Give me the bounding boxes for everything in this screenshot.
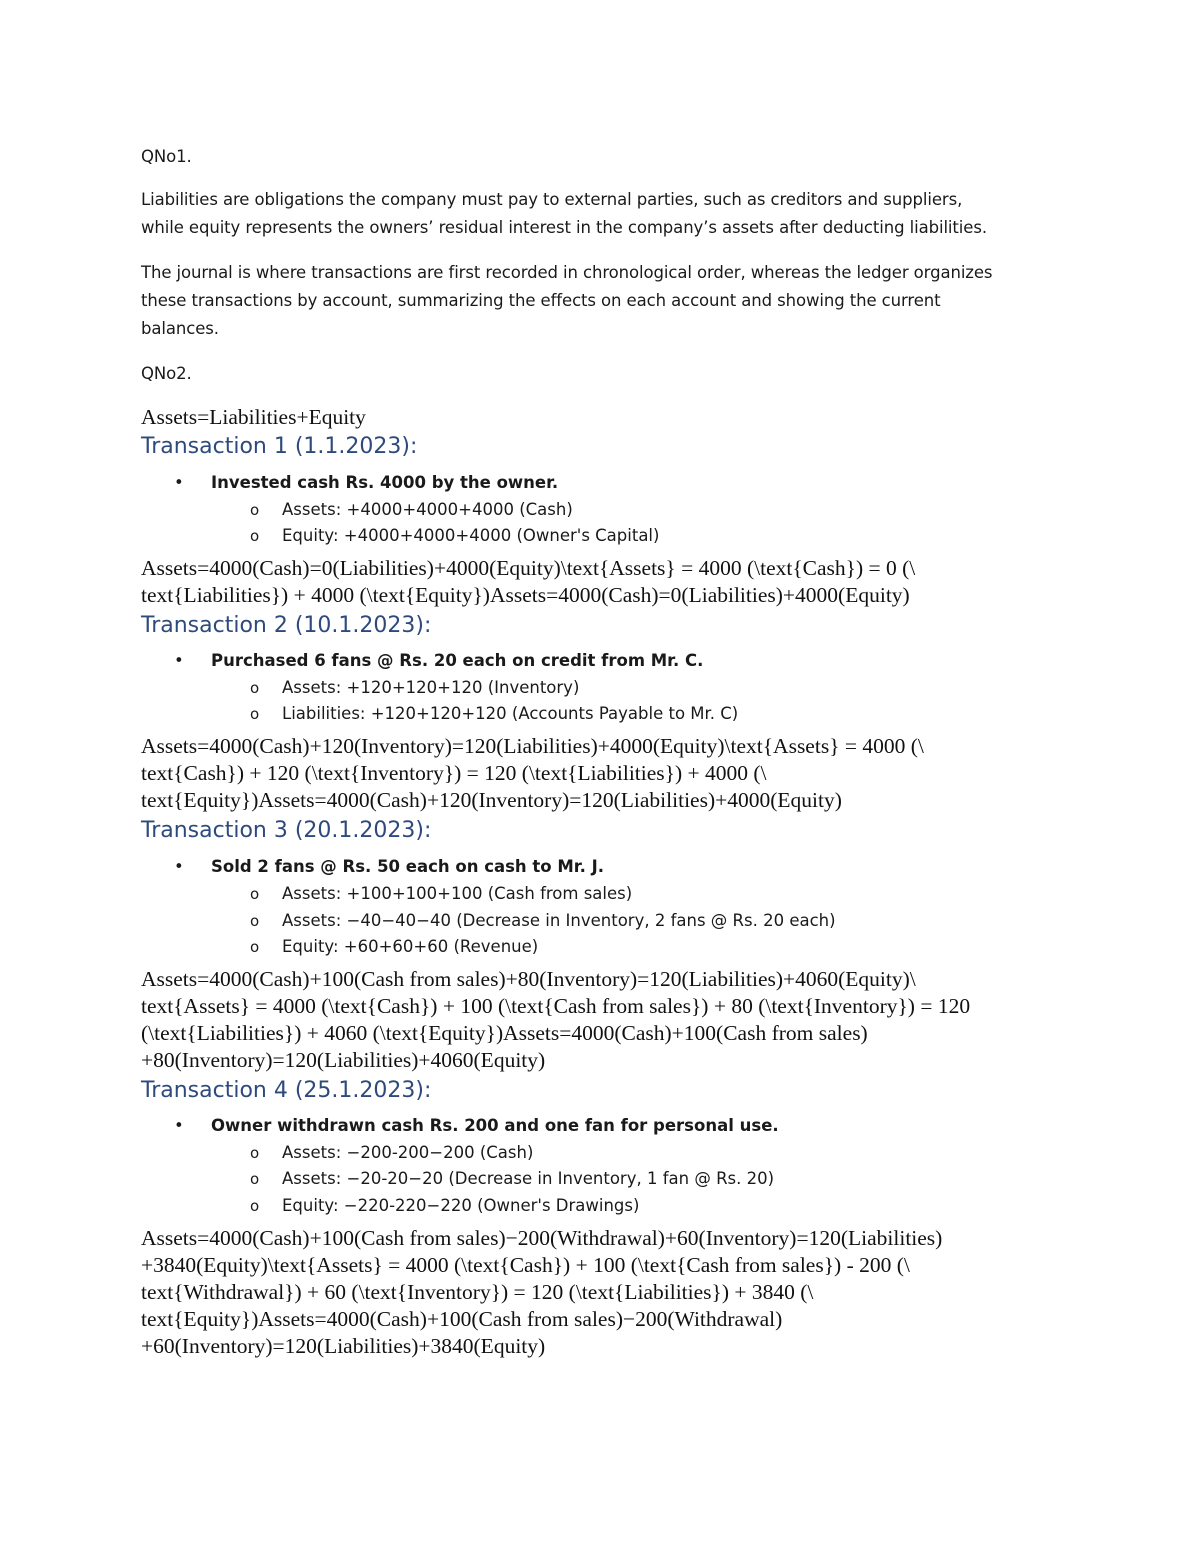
transaction-bullet: • Invested cash Rs. 4000 by the owner. (211, 470, 558, 496)
transaction-formula: +80(Inventory)=120(Liabilities)+4060(Equity) (141, 1048, 546, 1072)
transaction-formula: text{Assets} = 4000 (\text{Cash}) + 100 (\text{Cash from sales}) + 80 (\text{Inventory}) = 120 (141, 994, 971, 1018)
transaction-formula: text{Liabilities}) + 4000 (\text{Equity})Assets=4000(Cash)=0(Liabilities)+4000(Equity) (141, 583, 910, 607)
transaction-formula: text{Cash}) + 120 (\text{Inventory}) = 120 (\text{Liabilities}) + 4000 (\ (141, 761, 767, 785)
transaction-effect: o Equity: −220-220−220 (Owner's Drawings) (282, 1193, 639, 1219)
q1-paragraph-2-line-3: balances. (141, 319, 219, 338)
transaction-effect: o Assets: +100+100+100 (Cash from sales) (282, 881, 632, 907)
q1-paragraph-1-line-1: Liabilities are obligations the company must pay to external parties, such as creditors and suppliers, (141, 190, 963, 209)
transaction-effect: o Assets: +4000+4000+4000 (Cash) (282, 497, 573, 523)
q1-paragraph-2-line-2: these transactions by account, summarizing the effects on each account and showing the current (141, 291, 941, 310)
transaction-formula: Assets=4000(Cash)+120(Inventory)=120(Liabilities)+4000(Equity)\text{Assets} = 4000 (\ (141, 734, 924, 758)
transaction-effect: o Assets: −20-20−20 (Decrease in Inventory, 1 fan @ Rs. 20) (282, 1166, 774, 1192)
transaction-effect: o Assets: −200-200−200 (Cash) (282, 1140, 533, 1166)
transaction-heading: Transaction 4 (25.1.2023): (141, 1078, 432, 1103)
transaction-bullet: • Owner withdrawn cash Rs. 200 and one fan for personal use. (211, 1113, 779, 1139)
transaction-effect: o Assets: +120+120+120 (Inventory) (282, 675, 579, 701)
transaction-heading: Transaction 3 (20.1.2023): (141, 818, 432, 843)
transaction-formula: text{Withdrawal}) + 60 (\text{Inventory}) = 120 (\text{Liabilities}) + 3840 (\ (141, 1280, 814, 1304)
transaction-formula: text{Equity})Assets=4000(Cash)+100(Cash from sales)−200(Withdrawal) (141, 1307, 783, 1331)
q1-label: QNo1. (141, 147, 192, 166)
transaction-effect: o Equity: +4000+4000+4000 (Owner's Capital) (282, 523, 659, 549)
transaction-heading: Transaction 2 (10.1.2023): (141, 613, 432, 638)
q1-paragraph-1-line-2: while equity represents the owners’ residual interest in the company’s assets after deducting liabilities. (141, 218, 987, 237)
transaction-heading: Transaction 1 (1.1.2023): (141, 434, 418, 459)
accounting-equation: Assets=Liabilities+Equity (141, 405, 366, 429)
q2-label: QNo2. (141, 364, 192, 383)
transaction-effect: o Equity: +60+60+60 (Revenue) (282, 934, 538, 960)
transaction-formula: +60(Inventory)=120(Liabilities)+3840(Equity) (141, 1334, 546, 1358)
transaction-formula: +3840(Equity)\text{Assets} = 4000 (\text{Cash}) + 100 (\text{Cash from sales}) - 200 (\ (141, 1253, 910, 1277)
transaction-effect: o Liabilities: +120+120+120 (Accounts Payable to Mr. C) (282, 701, 738, 727)
transaction-formula: Assets=4000(Cash)+100(Cash from sales)−200(Withdrawal)+60(Inventory)=120(Liabilities) (141, 1226, 943, 1250)
transaction-bullet: • Purchased 6 fans @ Rs. 20 each on credit from Mr. C. (211, 648, 703, 674)
transaction-bullet: • Sold 2 fans @ Rs. 50 each on cash to Mr. J. (211, 854, 604, 880)
transaction-effect: o Assets: −40−40−40 (Decrease in Inventory, 2 fans @ Rs. 20 each) (282, 908, 836, 934)
transaction-formula: text{Equity})Assets=4000(Cash)+120(Inventory)=120(Liabilities)+4000(Equity) (141, 788, 842, 812)
transaction-formula: Assets=4000(Cash)=0(Liabilities)+4000(Equity)\text{Assets} = 4000 (\text{Cash}) = 0 (\ (141, 556, 916, 580)
transaction-formula: (\text{Liabilities}) + 4060 (\text{Equity})Assets=4000(Cash)+100(Cash from sales) (141, 1021, 868, 1045)
transaction-formula: Assets=4000(Cash)+100(Cash from sales)+80(Inventory)=120(Liabilities)+4060(Equity)\ (141, 967, 916, 991)
q1-paragraph-2-line-1: The journal is where transactions are first recorded in chronological order, whereas the ledger organizes (141, 263, 993, 282)
